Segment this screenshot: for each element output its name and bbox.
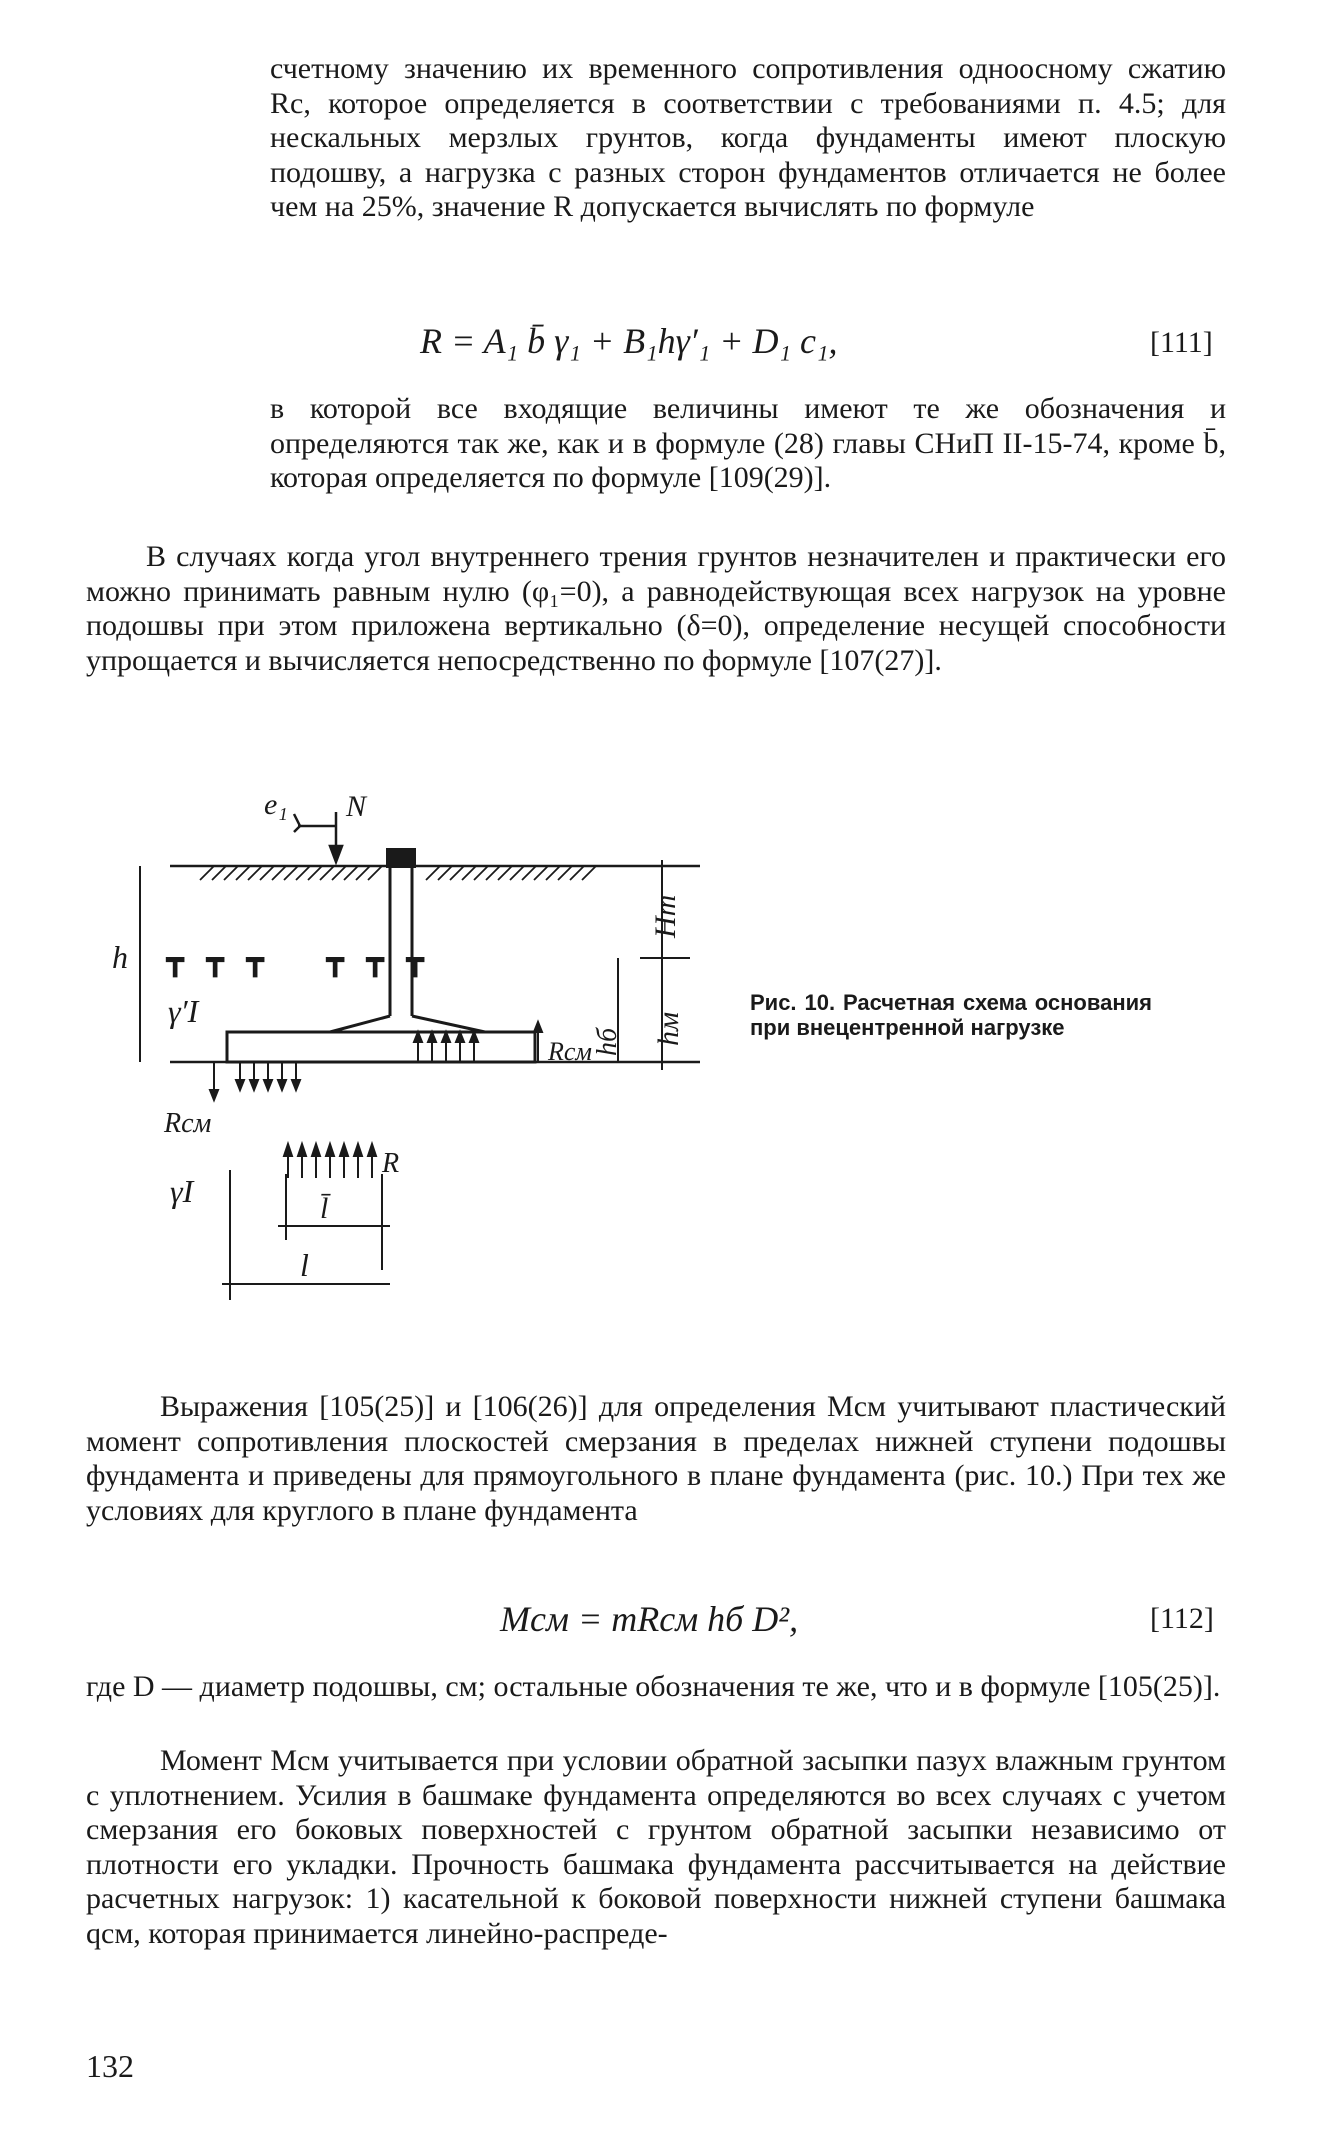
label-l-bar: l̄ [320,1192,329,1225]
svg-text:┳: ┳ [166,944,185,977]
formula-112-number: [112] [1150,1602,1214,1635]
label-r: R [382,1148,400,1179]
label-h: h [112,939,128,975]
paragraph-moment: Момент Mсм учитывается при условии обратной засыпки пазух влажным грунтом с уплотнением. Усилия в башмаке фундамента определяются во всех случаях с учетом смерзания его боковых поверхностей с грунтом обратной засыпки независимо от плотности его укладки. Прочность башмака фундамента рассчитывается на действие расчетных нагрузок: 1) касательной к боковой поверхности нижней ступени башмака qсм, которая принимается линейно-распреде- [86,1744,1226,1950]
label-rcm-left: Rсм [164,1108,212,1139]
page-number: 132 [86,2048,134,2084]
formula-111: R = A₁ b̄ γ₁ + B₁hγ′₁ + D₁ c₁, [420,321,838,361]
rcm-arrows-up [414,1022,542,1062]
rcm-arrows-down [210,1062,300,1100]
figure-foundation-scheme [112,770,710,1310]
svg-text:┳: ┳ [366,944,385,977]
label-gamma-prime: γ′I [168,993,199,1029]
label-rcm-right: Rсм [548,1037,593,1066]
figure-caption: Рис. 10. Расчетная схема основания при внецентренной нагрузке [750,990,1152,1040]
svg-text:┳: ┳ [326,944,345,977]
formula-112: Mсм = mRсм hб D², [500,1599,799,1639]
label-hm: hм [652,1011,685,1046]
load-arrow-n [294,812,342,862]
column-cap [386,848,416,868]
top-paragraph: счетному значению их временного сопротивления одноосному сжатию Rc, которое определяется в соответствии с требованиями п. 4.5; для нескальных мерзлых грунтов, когда фундаменты имеют плоскую подошву, а нагрузка с разных сторон фундаментов отличается не более чем на 25%, значение R допускается вычислять по формуле [270,52,1226,223]
svg-text:┳: ┳ [206,944,225,977]
frost-marks [165,944,425,978]
label-l: l [300,1247,309,1283]
dimension-l-bar [278,1174,390,1240]
label-e1: e₁ [264,788,288,821]
paragraph-after-111: в которой все входящие величины имеют те же обозначения и определяются так же, как и в формуле (28) главы СНиП II-15-74, кроме b̄, которая определяется по формуле [109(29)]. [270,392,1226,494]
svg-text:┳: ┳ [406,944,425,977]
label-gamma-i: γI [170,1173,194,1209]
r-arrows [284,1144,376,1178]
label-n: N [346,790,367,823]
label-ht: Hт [649,894,682,938]
svg-text:┳: ┳ [246,944,265,977]
ground-surface [170,866,700,880]
column [390,868,412,1016]
paragraph-cases: В случаях когда угол внутреннего трения грунтов незначителен и практически его можно принимать равным нулю (φ₁=0), а равнодействующая всех нагрузок на уровне подошвы при этом приложена вертикально (δ=0), определение несущей способности упрощается и вычисляется непосредственно по формуле [107(27)]. [86,540,1226,677]
paragraph-expressions: Выражения [105(25)] и [106(26)] для определения Mсм учитывают пластический момент сопротивления плоскостей смерзания в пределах нижней ступени подошвы фундамента и приведены для прямоугольного в плане фундамента (рис. 10.) При тех же условиях для круглого в плане фундамента [86,1390,1226,1527]
label-hb: hб [592,1027,623,1056]
footing [227,1016,535,1062]
formula-111-number: [111] [1150,326,1213,359]
paragraph-where: где D — диаметр подошвы, см; остальные обозначения те же, что и в формуле [105(25)]. [86,1670,1221,1703]
